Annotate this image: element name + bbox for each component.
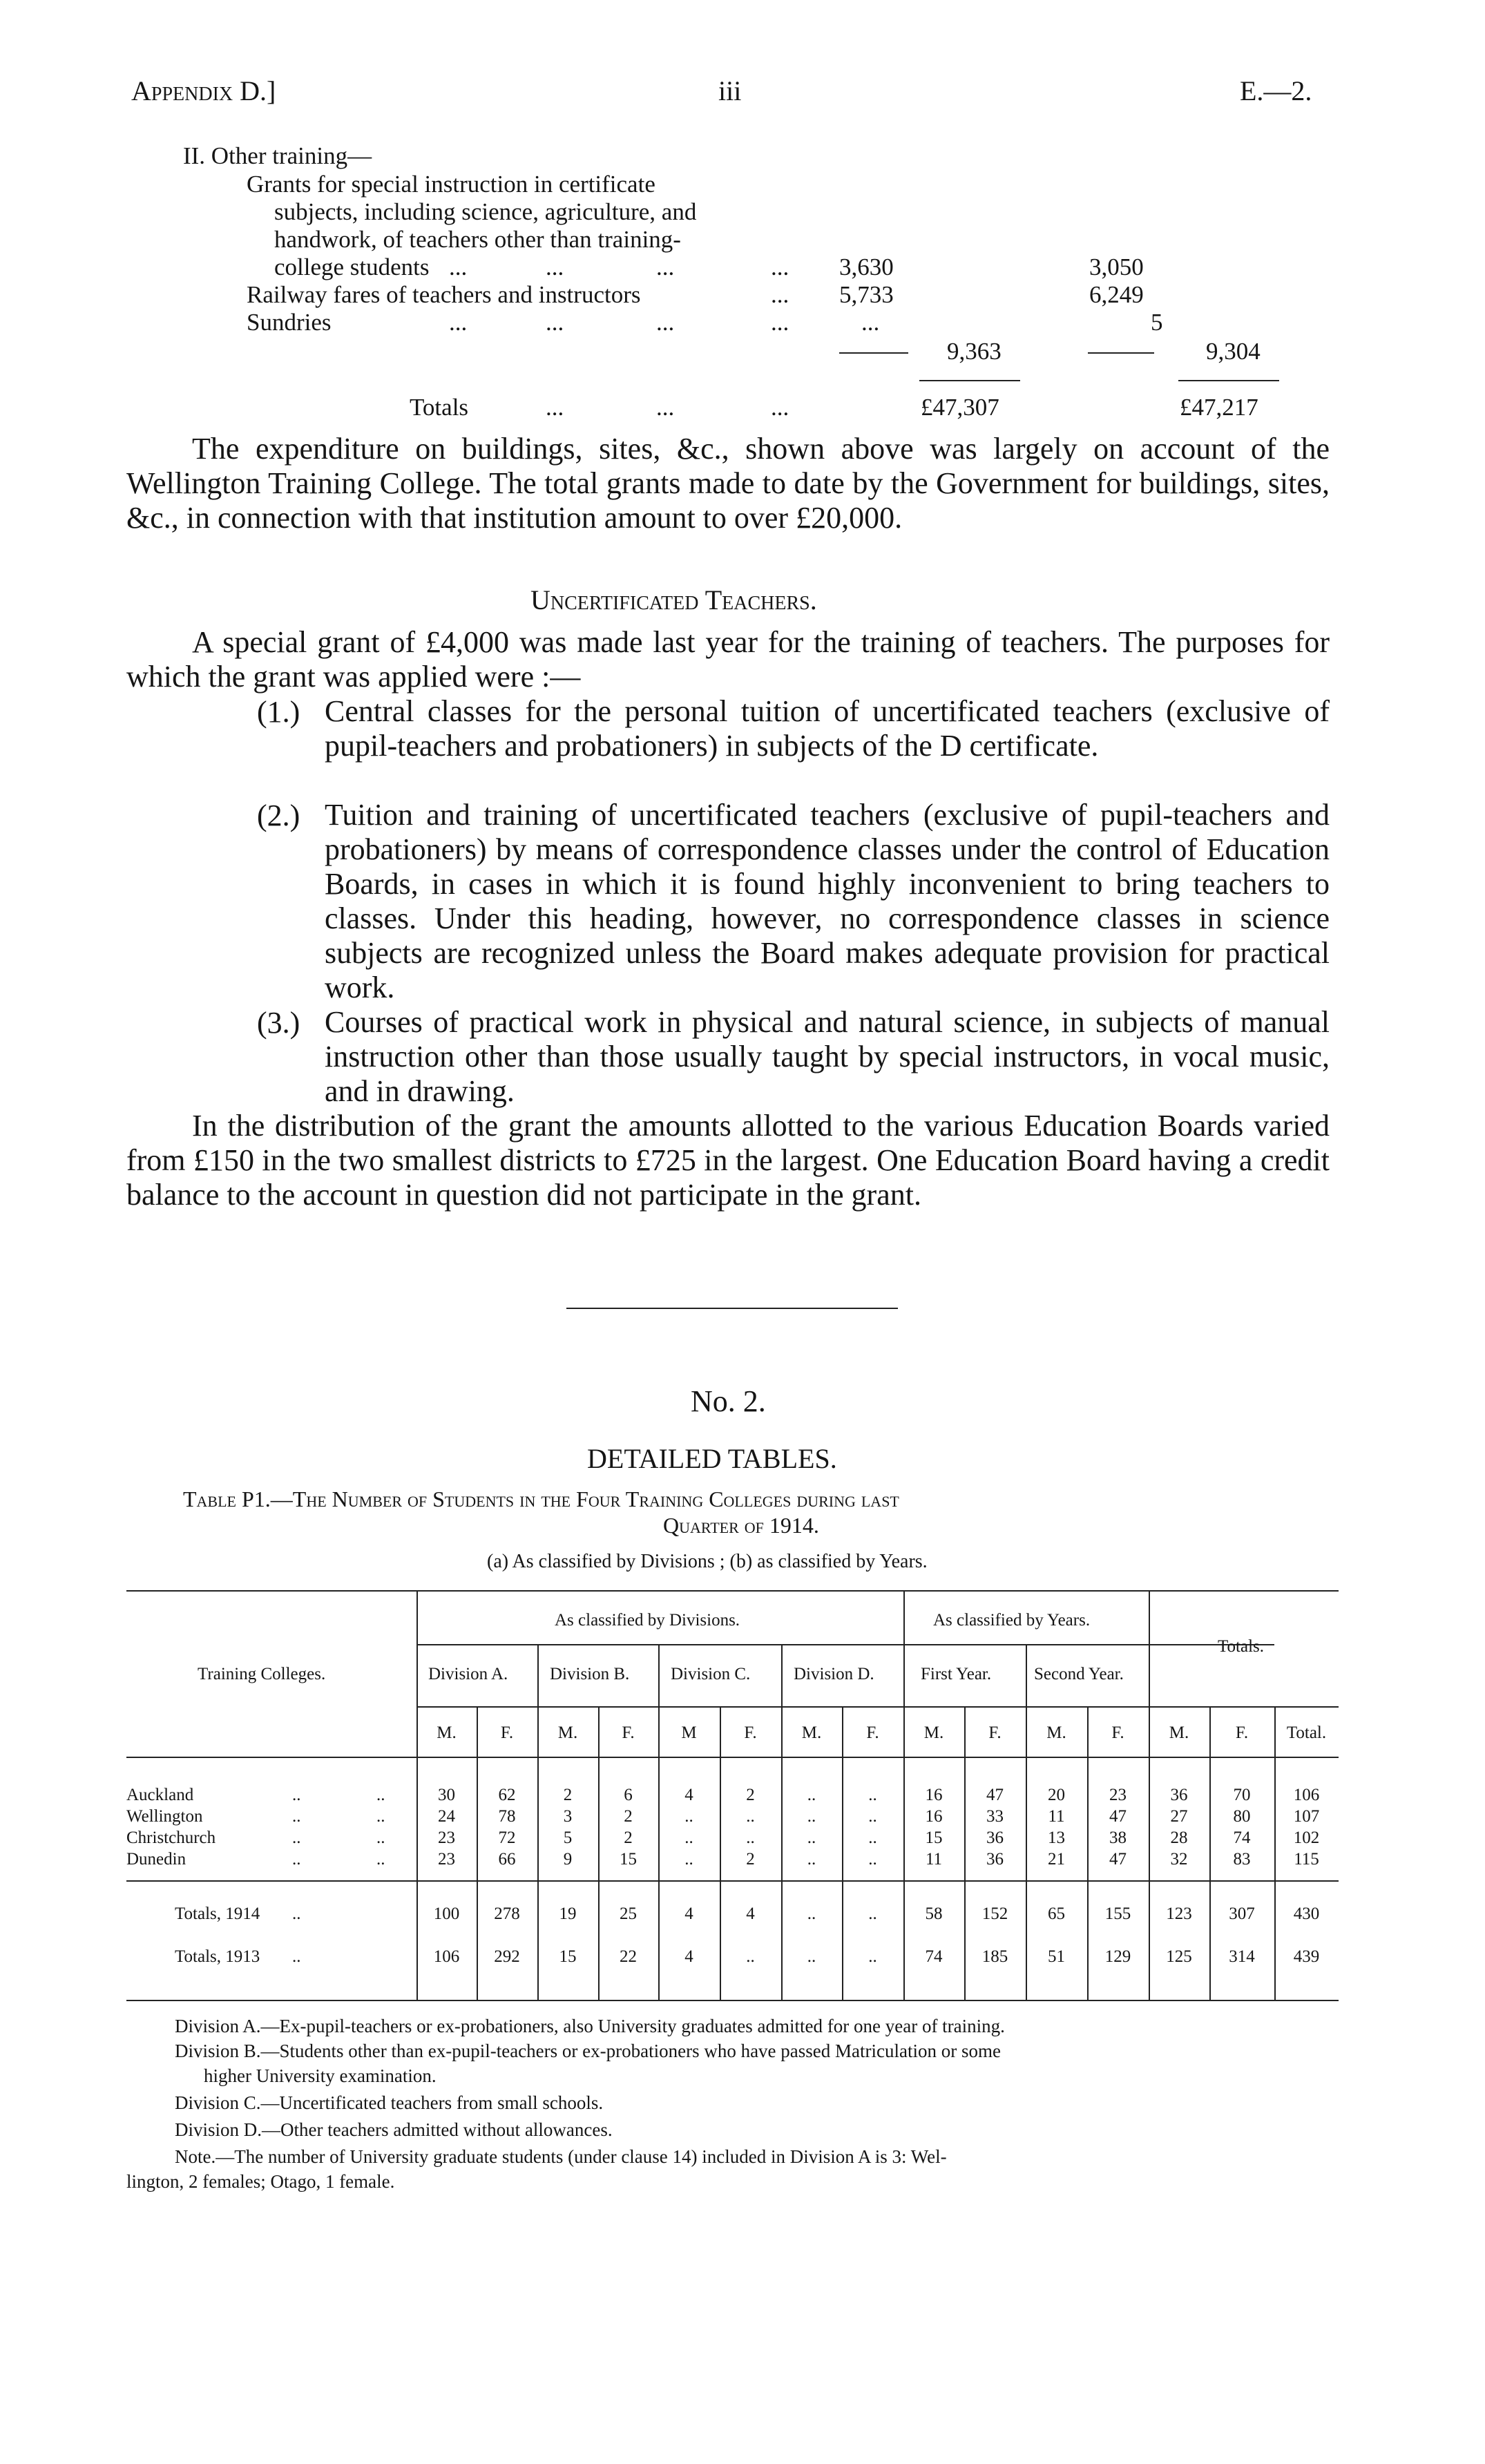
totals-cell: 4 (746, 1904, 755, 1923)
table-cell: .. (684, 1828, 693, 1847)
subtotal-1914: 9,363 (947, 338, 1002, 365)
table-cell: .. (868, 1786, 877, 1804)
totals-cell: 125 (1166, 1947, 1192, 1966)
section-number: No. 2. (691, 1384, 766, 1418)
table-cell: 2 (563, 1786, 573, 1804)
table-cell: 23 (1109, 1786, 1127, 1804)
table-cell: 6 (624, 1786, 633, 1804)
totals-cell: 22 (620, 1947, 637, 1966)
finance-grants-line-1: Grants for special instruction in certificate (247, 171, 655, 198)
table-cell: 2 (746, 1850, 755, 1869)
table-cell: 21 (1048, 1850, 1065, 1869)
sundries-1914: ... (861, 309, 880, 336)
table-cell: 28 (1170, 1828, 1188, 1847)
totals-cell: 129 (1104, 1947, 1131, 1966)
table-cell: 78 (498, 1807, 516, 1826)
mf-header: M. (557, 1723, 578, 1742)
table-cell: 102 (1293, 1828, 1320, 1847)
totals-cell: 106 (433, 1947, 460, 1966)
list-number-1: (1.) (257, 695, 300, 729)
note-division-d: Division D.—Other teachers admitted without allowances. (175, 2119, 613, 2140)
table-cell: 36 (1170, 1786, 1188, 1804)
page-number: iii (718, 75, 742, 106)
totals-cell: 314 (1229, 1947, 1255, 1966)
leader-dots: ... (656, 394, 675, 421)
finance-grants-line-4: college students (274, 254, 430, 280)
leader-dots: ... (546, 394, 564, 421)
leader-dots: .. (292, 1904, 301, 1923)
railway-1914: 5,733 (839, 281, 894, 308)
leader-dots: .. (292, 1947, 301, 1966)
list-number-2: (2.) (257, 799, 300, 832)
railway-1913: 6,249 (1089, 281, 1144, 308)
grants-1913: 3,050 (1089, 254, 1144, 280)
paragraph-distribution: In the distribution of the grant the amounts allotted to the various Education Boards varied from £150 in the two smallest districts to £725 in the largest. One Education Board having a credit balance to the account in question did not participate in the grant. (126, 1109, 1330, 1212)
college-name: Auckland (126, 1786, 194, 1804)
section-title: DETAILED TABLES. (587, 1443, 837, 1474)
leader-dots: ... (546, 254, 564, 280)
table-cell: 2 (624, 1828, 633, 1847)
totals-row-label: Totals, 1914 (175, 1904, 260, 1923)
totals-cell: 74 (925, 1947, 943, 1966)
college-name: Christchurch (126, 1828, 216, 1847)
list-item-2: Tuition and training of uncertificated teachers (exclusive of pupil-teachers and probationers) by means of correspondence classes under the control of Education Boards, in cases in which it is found highly inconvenient to bring teachers to classes. Under this heading, however, no correspondence classes in science subjects are recognized unless the Board makes adequate provision for practical work. (325, 798, 1330, 1004)
table-cell: .. (868, 1828, 877, 1847)
table-cell: 36 (986, 1850, 1004, 1869)
mf-header: M. (801, 1723, 822, 1742)
mf-header: F. (622, 1723, 635, 1742)
leader-dots: ... (546, 309, 564, 336)
table-cell: .. (807, 1850, 816, 1869)
table-cell: 72 (498, 1828, 516, 1847)
table-cell: .. (684, 1807, 693, 1826)
table-cell: 24 (438, 1807, 455, 1826)
table-cell: .. (746, 1828, 755, 1847)
leader-dots: .. (376, 1850, 385, 1869)
table-cell: 38 (1109, 1828, 1127, 1847)
totals-cell: 58 (925, 1904, 943, 1923)
sub-header-second-year: Second Year. (1034, 1665, 1124, 1683)
table-cell: 36 (986, 1828, 1004, 1847)
table-cell: 30 (438, 1786, 455, 1804)
mf-header: M. (437, 1723, 457, 1742)
totals-cell: .. (807, 1947, 816, 1966)
table-cell: 15 (620, 1850, 637, 1869)
total-rule (1178, 380, 1279, 381)
college-name: Wellington (126, 1807, 203, 1826)
mf-header: F. (500, 1723, 514, 1742)
leader-dots: ... (771, 281, 789, 308)
sub-header-division-b: Division B. (550, 1665, 630, 1683)
leader-dots: ... (449, 309, 468, 336)
table-bottom-rule (126, 2000, 1339, 2001)
note-division-b-continued: higher University examination. (204, 2065, 437, 2086)
mf-header: F. (988, 1723, 1002, 1742)
totals-cell: 430 (1293, 1904, 1320, 1923)
table-rule (126, 1880, 1339, 1882)
finance-railway-label: Railway fares of teachers and instructors (247, 281, 641, 308)
table-cell: 47 (986, 1786, 1004, 1804)
table-cell: 16 (925, 1786, 943, 1804)
table-cell: 62 (498, 1786, 516, 1804)
leader-dots: .. (376, 1828, 385, 1847)
sub-header-division-c: Division C. (671, 1665, 751, 1683)
table-rule (416, 1706, 1339, 1708)
totals-cell: 278 (494, 1904, 520, 1923)
sundries-1913: 5 (1151, 309, 1163, 336)
totals-cell: .. (807, 1904, 816, 1923)
mf-header: M. (1046, 1723, 1066, 1742)
table-cell: 74 (1233, 1828, 1251, 1847)
note-division-b: Division B.—Students other than ex-pupil-teachers or ex-probationers who have passed Matriculation or some (175, 2041, 1001, 2061)
table-cell: 106 (1293, 1786, 1320, 1804)
table-cell: 5 (563, 1828, 573, 1847)
leader-dots: ... (771, 254, 789, 280)
students-table (126, 1590, 1339, 2001)
leader-dots: ... (449, 254, 468, 280)
total-1913: £47,217 (1180, 394, 1258, 421)
note-graduates: Note.—The number of University graduate students (under clause 14) included in Division A is 3: Wel- (175, 2146, 947, 2167)
section-heading: Uncertificated Teachers. (530, 584, 817, 615)
table-cell: 9 (563, 1850, 573, 1869)
table-cell: 4 (684, 1786, 693, 1804)
leader-dots: .. (376, 1807, 385, 1826)
group-header-totals: Totals. (1218, 1637, 1264, 1656)
table-cell: 80 (1233, 1807, 1251, 1826)
totals-cell: 65 (1048, 1904, 1065, 1923)
finance-sundries-label: Sundries (247, 309, 332, 336)
totals-cell: 152 (981, 1904, 1008, 1923)
totals-cell: 19 (559, 1904, 577, 1923)
grants-1914: 3,630 (839, 254, 894, 280)
totals-cell: 51 (1048, 1947, 1065, 1966)
leader-dots: .. (292, 1828, 301, 1847)
paragraph-expenditure: The expenditure on buildings, sites, &c., shown above was largely on account of the Wellington Training College. The total grants made to date by the Government for buildings, sites, &c., in connection with that institution amount to over £20,000. (126, 432, 1330, 535)
mf-header: M. (923, 1723, 944, 1742)
totals-cell: 15 (559, 1947, 577, 1966)
totals-cell: 4 (684, 1947, 693, 1966)
table-subcaption: (a) As classified by Divisions ; (b) as classified by Years. (487, 1551, 928, 1572)
finance-grants-line-2: subjects, including science, agriculture, and (274, 198, 697, 225)
table-cell: 32 (1170, 1850, 1188, 1869)
leader-dots: .. (292, 1786, 301, 1804)
table-cell: 15 (925, 1828, 943, 1847)
totals-cell: 185 (981, 1947, 1008, 1966)
table-cell: .. (807, 1828, 816, 1847)
table-cell: 3 (563, 1807, 573, 1826)
note-division-a: Division A.—Ex-pupil-teachers or ex-probationers, also University graduates admitted for one year of training. (175, 2016, 1005, 2036)
mf-header: F. (866, 1723, 879, 1742)
table-rule (126, 1757, 1339, 1758)
sum-rule (839, 352, 908, 354)
finance-totals-label: Totals (410, 394, 469, 421)
mf-header: M. (1169, 1723, 1189, 1742)
college-name: Dunedin (126, 1850, 186, 1869)
finance-section-label: II. Other training— (183, 142, 372, 169)
table-cell: .. (807, 1807, 816, 1826)
mf-header: M (681, 1723, 697, 1742)
mf-header: F. (744, 1723, 757, 1742)
table-cell: 2 (624, 1807, 633, 1826)
table-cell: 23 (438, 1850, 455, 1869)
mf-header: F. (1111, 1723, 1124, 1742)
table-cell: 115 (1294, 1850, 1319, 1869)
section-separator (566, 1308, 898, 1309)
totals-cell: 100 (433, 1904, 460, 1923)
list-item-1: Central classes for the personal tuition of uncertificated teachers (exclusive of pupil-teachers and probationers) in subjects of the D certificate. (325, 694, 1330, 763)
leader-dots: ... (771, 394, 789, 421)
table-cell: .. (868, 1807, 877, 1826)
table-cell: 16 (925, 1807, 943, 1826)
table-cell: 83 (1233, 1850, 1251, 1869)
table-top-rule (126, 1590, 1339, 1592)
totals-cell: 155 (1104, 1904, 1131, 1923)
table-cell: 47 (1109, 1807, 1127, 1826)
table-cell: 2 (746, 1786, 755, 1804)
group-header-years: As classified by Years. (933, 1611, 1091, 1630)
paragraph-special-grant: A special grant of £4,000 was made last year for the training of teachers. The purposes for which the grant was applied were :— (126, 625, 1330, 694)
table-rule (416, 1644, 1274, 1645)
table-cell: 20 (1048, 1786, 1065, 1804)
finance-grants-line-3: handwork, of teachers other than training- (274, 226, 681, 253)
leader-dots: ... (656, 254, 675, 280)
table-cell: 107 (1293, 1807, 1320, 1826)
total-1914: £47,307 (921, 394, 999, 421)
table-cell: .. (746, 1807, 755, 1826)
table-cell: .. (807, 1786, 816, 1804)
totals-cell: .. (868, 1947, 877, 1966)
totals-cell: 123 (1166, 1904, 1192, 1923)
leader-dots: .. (376, 1786, 385, 1804)
totals-cell: 439 (1293, 1947, 1320, 1966)
table-cell: .. (868, 1850, 877, 1869)
leader-dots: .. (292, 1807, 301, 1826)
totals-cell: 4 (684, 1904, 693, 1923)
list-number-3: (3.) (257, 1006, 300, 1040)
sub-header-division-d: Division D. (794, 1665, 874, 1683)
table-caption-line-1: Table P1.—The Number of Students in the Four Training Colleges during last (183, 1487, 899, 1511)
table-cell: 47 (1109, 1850, 1127, 1869)
running-header-left: Appendix D.] (131, 75, 276, 106)
sub-header-division-a: Division A. (428, 1665, 508, 1683)
group-header-divisions: As classified by Divisions. (555, 1611, 740, 1630)
totals-cell: .. (746, 1947, 755, 1966)
totals-cell: 292 (494, 1947, 520, 1966)
sub-header-first-year: First Year. (921, 1665, 992, 1683)
table-caption-line-2: Quarter of 1914. (663, 1513, 819, 1538)
col-header-training-colleges: Training Colleges. (198, 1665, 326, 1683)
table-cell: 11 (925, 1850, 943, 1869)
table-cell: 70 (1233, 1786, 1251, 1804)
total-rule (919, 380, 1020, 381)
totals-cell: 25 (620, 1904, 637, 1923)
leader-dots: ... (771, 309, 789, 336)
leader-dots: ... (656, 309, 675, 336)
totals-cell: 307 (1229, 1904, 1255, 1923)
table-cell: 23 (438, 1828, 455, 1847)
note-division-c: Division C.—Uncertificated teachers from small schools. (175, 2092, 604, 2113)
mf-header: Total. (1286, 1723, 1327, 1742)
table-cell: 33 (986, 1807, 1004, 1826)
totals-cell: .. (868, 1904, 877, 1923)
note-graduates-continued: lington, 2 females; Otago, 1 female. (126, 2171, 395, 2192)
mf-header: F. (1235, 1723, 1249, 1742)
totals-row-label: Totals, 1913 (175, 1947, 260, 1966)
table-cell: 11 (1048, 1807, 1065, 1826)
table-cell: 66 (498, 1850, 516, 1869)
table-cell: 27 (1170, 1807, 1188, 1826)
list-item-3: Courses of practical work in physical and natural science, in subjects of manual instruction other than those usually taught by special instructors, in vocal music, and in drawing. (325, 1005, 1330, 1108)
table-cell: .. (684, 1850, 693, 1869)
subtotal-1913: 9,304 (1206, 338, 1261, 365)
leader-dots: .. (292, 1850, 301, 1869)
document-reference: E.—2. (1240, 75, 1312, 106)
table-cell: 13 (1048, 1828, 1065, 1847)
sum-rule (1088, 352, 1154, 354)
